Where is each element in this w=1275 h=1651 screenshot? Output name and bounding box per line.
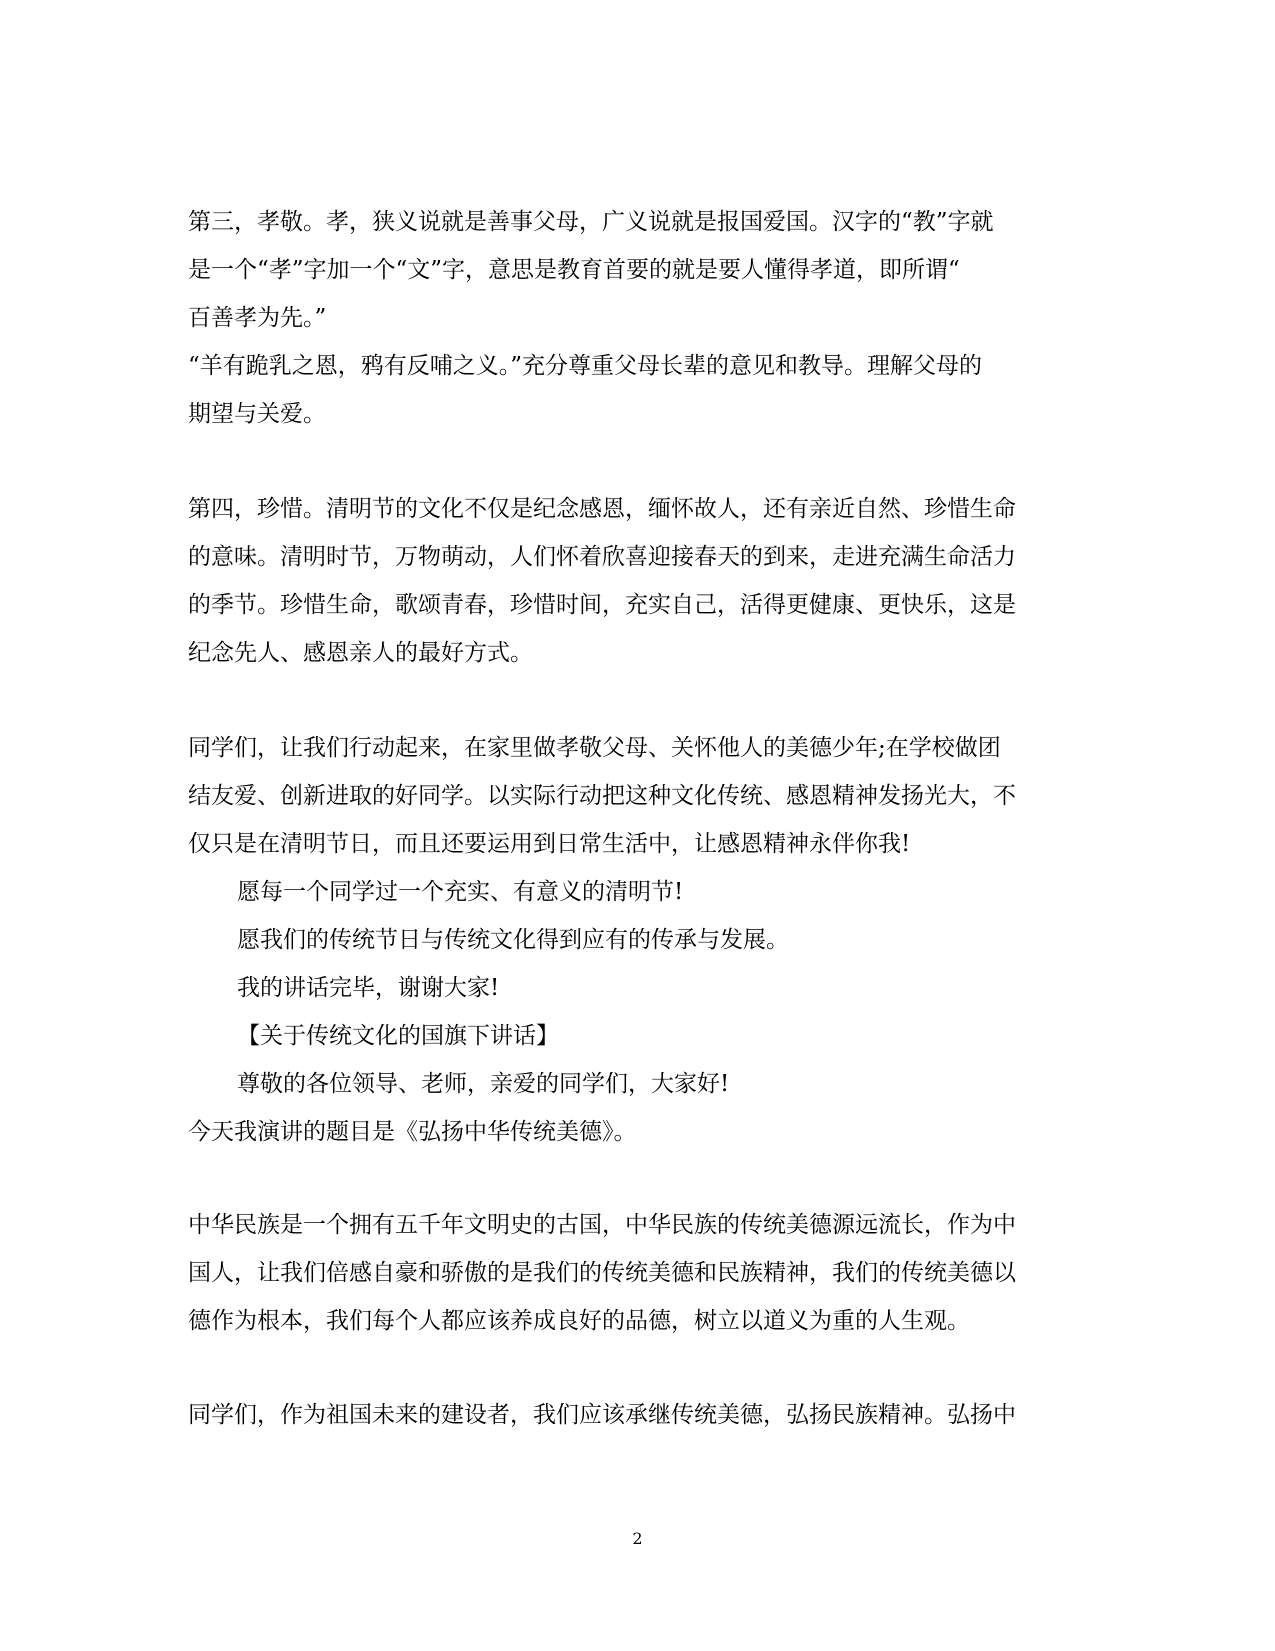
text-line: 百善孝为先。” (188, 305, 327, 331)
text-line: 同学们，让我们行动起来，在家里做孝敬父母、关怀他人的美德少年;在学校做团 (188, 735, 1001, 761)
paragraph-builders (188, 1391, 1088, 1439)
text-line: 德作为根本，我们每个人都应该养成良好的品德，树立以道义为重的人生观。 (188, 1308, 970, 1334)
text-line: 同学们，作为祖国未来的建设者，我们应该承继传统美德，弘扬民族精神。弘扬中 (188, 1402, 1016, 1428)
paragraph-filial-piety (188, 198, 1088, 438)
text-line: 中华民族是一个拥有五千年文明史的古国，中华民族的传统美德源远流长，作为中 (188, 1212, 1016, 1238)
text-line: 期望与关爱。 (188, 401, 326, 427)
text-line: 国人，让我们倍感自豪和骄傲的是我们的传统美德和民族精神，我们的传统美德以 (188, 1260, 1016, 1286)
paragraph-cherish (188, 485, 1088, 677)
text-line: 的季节。珍惜生命，歌颂青春，珍惜时间，充实自己，活得更健康、更快乐，这是 (188, 592, 1016, 618)
speech-topic-line: 今天我演讲的题目是《弘扬中华传统美德》。 (188, 1119, 637, 1145)
text-line: 是一个“孝”字加一个“文”字，意思是教育首要的就是要人懂得孝道，即所谓“ (188, 257, 960, 283)
closing-line: 我的讲话完毕，谢谢大家! (237, 975, 500, 1001)
paragraph-call-to-action (188, 724, 1088, 1156)
text-line: 第四，珍惜。清明节的文化不仅是纪念感恩，缅怀故人，还有亲近自然、珍惜生命 (188, 496, 1016, 522)
text-line: 纪念先人、感恩亲人的最好方式。 (188, 640, 533, 666)
wish-line: 愿每一个同学过一个充实、有意义的清明节! (237, 879, 684, 905)
page-number: 2 (632, 1529, 643, 1548)
text-line: 第三，孝敬。孝，狭义说就是善事父母，广义说就是报国爱国。汉字的“教”字就 (188, 209, 994, 235)
section-heading: 【关于传统文化的国旗下讲话】 (237, 1023, 559, 1049)
text-line: 仅只是在清明节日，而且还要运用到日常生活中，让感恩精神永伴你我! (188, 831, 911, 857)
text-line: “羊有跪乳之恩，鸦有反哺之义。”充分尊重父母长辈的意见和教导。理解父母的 (188, 353, 983, 379)
text-line: 的意味。清明时节，万物萌动，人们怀着欣喜迎接春天的到来，走进充满生命活力 (188, 544, 1016, 570)
paragraph-chinese-nation (188, 1201, 1088, 1345)
wish-line: 愿我们的传统节日与传统文化得到应有的传承与发展。 (237, 927, 789, 953)
text-line: 结友爱、创新进取的好同学。以实际行动把这种文化传统、感恩精神发扬光大，不 (188, 783, 1016, 809)
greeting-line: 尊敬的各位领导、老师，亲爱的同学们，大家好! (237, 1071, 730, 1097)
